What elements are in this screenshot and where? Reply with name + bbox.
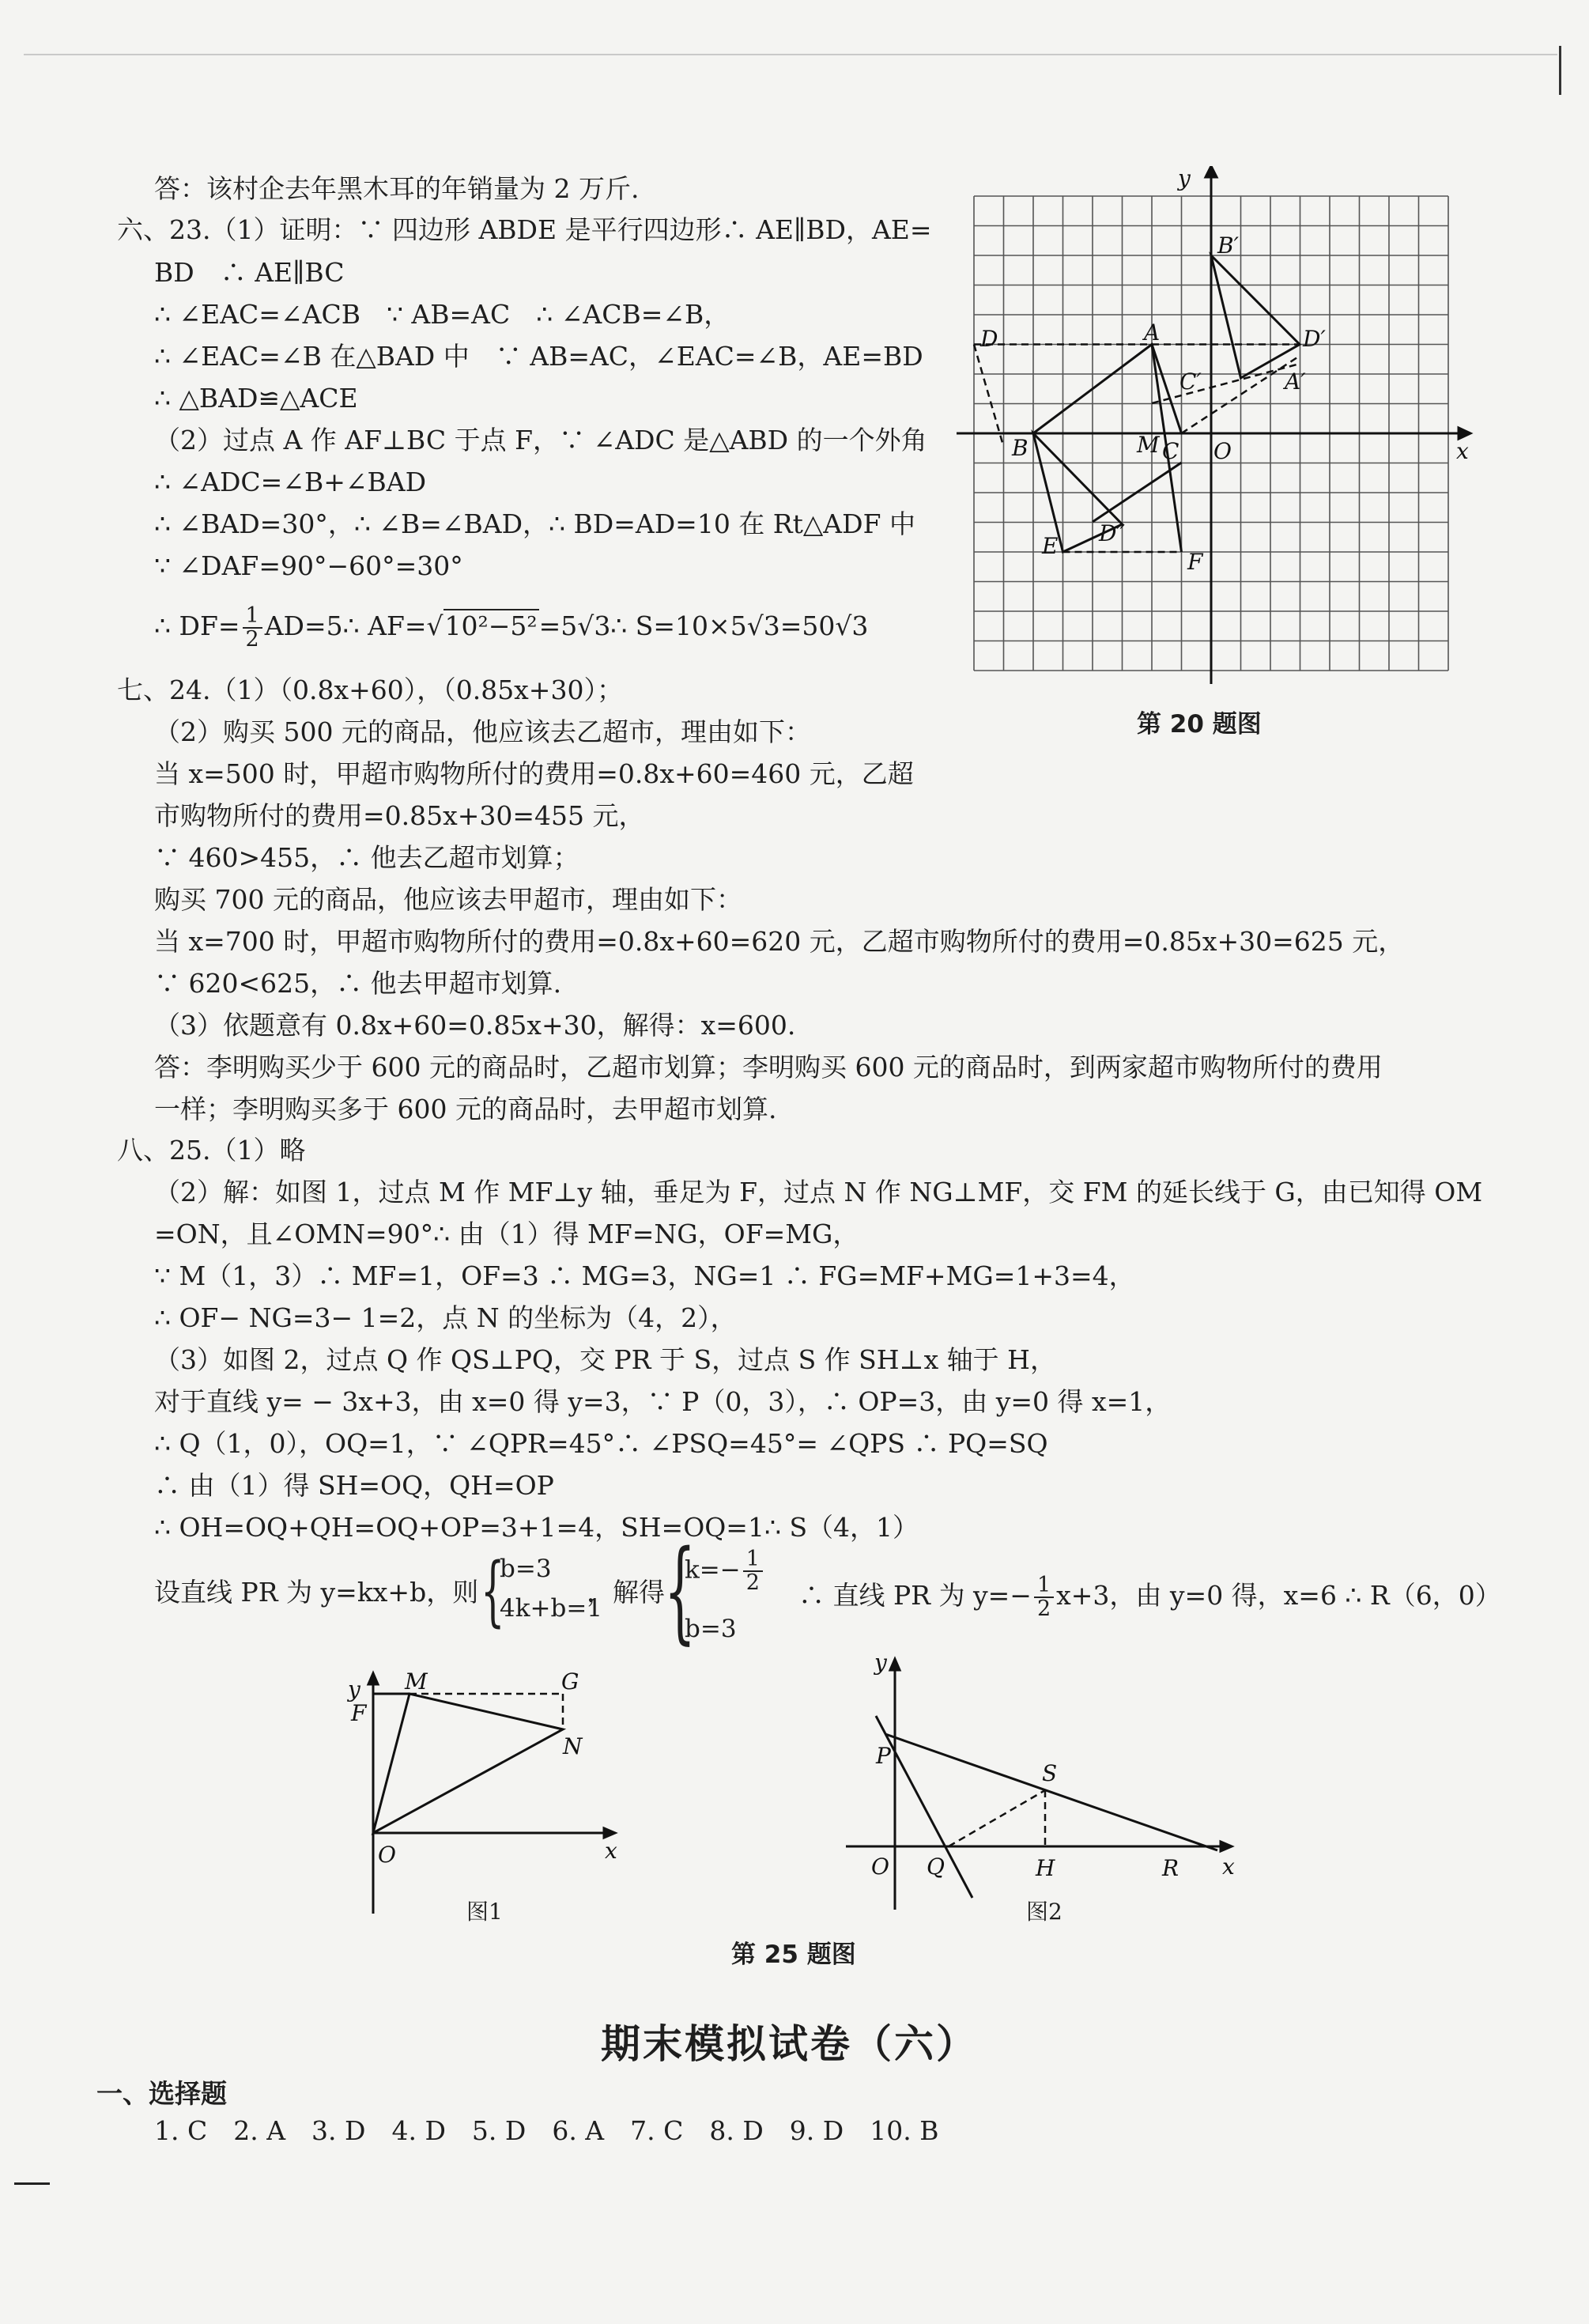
q22-answer: 答：该村企去年黑木耳的年销量为 2 万斤. bbox=[154, 173, 640, 204]
fig25-1-N: N bbox=[563, 1733, 583, 1759]
q23-line-1: 六、23.（1）证明：∵ 四边形 ABDE 是平行四边形∴ AE∥BD，AE= bbox=[117, 214, 932, 245]
figure-25-1 bbox=[332, 1661, 648, 1922]
q23-fraction bbox=[243, 605, 262, 651]
system-1-brace: { bbox=[481, 1547, 505, 1635]
fig20-D-left: D bbox=[980, 326, 998, 352]
fig20-D1: D′ bbox=[1303, 326, 1326, 352]
fig20-C1: C′ bbox=[1179, 368, 1202, 395]
frac-den: 2 bbox=[245, 627, 259, 652]
fig25-2-O: O bbox=[871, 1854, 889, 1880]
l11-num: 1 bbox=[1034, 1574, 1054, 1598]
fig25-2-S: S bbox=[1042, 1760, 1058, 1786]
q25-line-3: =ON，且∠OMN=90°∴ 由（1）得 MF=NG，OF=MG， bbox=[154, 1219, 859, 1249]
q25-line-10: ∴ OH=OQ+QH=OQ+OP=3+1=4，SH=OQ=1∴ S（4，1） bbox=[154, 1512, 919, 1543]
fig25-2-dashed bbox=[949, 1790, 1045, 1846]
fig20-y: y bbox=[1178, 166, 1191, 191]
q24-line-1: 七、24.（1）（0.8x+60），（0.85x+30）； bbox=[117, 675, 623, 705]
bottom-edge-mark bbox=[14, 2182, 50, 2185]
q23-line-9: ∵ ∠DAF=90°−60°=30° bbox=[154, 550, 463, 581]
q25-line-7: 对于直线 y= − 3x+3，由 x=0 得 y=3，∵ P（0，3），∴ OP=3，由 y=0 得 x=1， bbox=[154, 1386, 1172, 1417]
q24-line-9: （3）依题意有 0.8x+60=0.85x+30，解得：x=600. bbox=[154, 1010, 796, 1041]
q25-line-6: （3）如图 2，过点 Q 作 QS⊥PQ，交 PR 于 S，过点 S 作 SH⊥x 轴于 H， bbox=[154, 1344, 1056, 1375]
fig25-1-G: G bbox=[561, 1668, 579, 1695]
q23-l10-b: AD=5∴ AF= bbox=[264, 610, 427, 641]
q25-l11-c bbox=[798, 1574, 1501, 1620]
q25-line-4: ∵ M（1，3）∴ MF=1，OF=3 ∴ MG=3，NG=1 ∴ FG=MF+MG=1+3=4， bbox=[154, 1260, 1135, 1291]
q25-line-9: ∴ 由（1）得 SH=OQ，QH=OP bbox=[154, 1470, 554, 1501]
fig20-B: B bbox=[1012, 435, 1029, 461]
figure-20 bbox=[949, 166, 1494, 688]
q24-line-4: 市购物所付的费用=0.85x+30=455 元， bbox=[154, 800, 645, 831]
fig25-2-P: P bbox=[876, 1743, 891, 1769]
q23-line-8: ∴ ∠BAD=30°，∴ ∠B=∠BAD，∴ BD=AD=10 在 Rt△ADF 中 bbox=[154, 508, 915, 539]
q23-line-4: ∴ ∠EAC=∠B 在△BAD 中 ∵ AB=AC，∠EAC=∠B，AE=BD bbox=[154, 341, 923, 372]
q25-line-2: （2）解：如图 1，过点 M 作 MF⊥y 轴，垂足为 F，过点 N 作 NG⊥MF，交 FM 的延长线于 G，由已知得 OM bbox=[154, 1177, 1483, 1207]
system-2-brace: { bbox=[664, 1527, 696, 1656]
fig20-A: A bbox=[1144, 319, 1161, 346]
q24-line-5: ∵ 460>455，∴ 他去乙超市划算； bbox=[154, 842, 579, 873]
fig25-2-label: 图2 bbox=[1026, 1899, 1062, 1925]
q25-line-1: 八、25.（1）略 bbox=[117, 1135, 306, 1166]
system-1-bottom: 4k+b=1 bbox=[500, 1594, 603, 1623]
fig20-E: E bbox=[1042, 533, 1059, 559]
fig25-1-O: O bbox=[378, 1842, 396, 1868]
fig20-B1: B′ bbox=[1217, 232, 1239, 259]
fig20-F: F bbox=[1187, 549, 1203, 575]
q23-l10-a: ∴ DF= bbox=[154, 610, 240, 641]
q23-line-10: ∴ DF= $\frac{1}{2}$ AD=5∴ AF=√10²−5²=5√3∴ S=10×5√3=50√3 bbox=[154, 603, 869, 652]
q24-line-3: 当 x=500 时，甲超市购物所付的费用=0.8x+60=460 元，乙超 bbox=[154, 758, 914, 789]
q24-line-2: （2）购买 500 元的商品，他应该去乙超市，理由如下： bbox=[154, 716, 811, 747]
top-rule bbox=[24, 54, 1557, 55]
q24-line-6: 购买 700 元的商品，他应该去甲超市，理由如下： bbox=[154, 884, 742, 915]
q23-line-5: ∴ △BAD≌△ACE bbox=[154, 383, 358, 414]
fig25-2-R: R bbox=[1162, 1855, 1179, 1881]
fig20-M: M bbox=[1137, 432, 1160, 458]
q23-line-7: ∴ ∠ADC=∠B+∠BAD bbox=[154, 467, 427, 497]
fig25-2-Q: Q bbox=[927, 1854, 945, 1880]
fig25-1-y: y bbox=[348, 1676, 360, 1702]
q25-line-8: ∴ Q（1，0），OQ=1，∵ ∠QPR=45°∴ ∠PSQ=45°= ∠QPS ∴ PQ=SQ bbox=[154, 1428, 1048, 1459]
fig25-1-F: F bbox=[351, 1700, 367, 1726]
q25-l11-b: ，解得 bbox=[587, 1577, 665, 1608]
choice-answers: 1. C 2. A 3. D 4. D 5. D 6. A 7. C 8. D 9. D 10. B bbox=[154, 2115, 939, 2146]
fig20-D2: D″ bbox=[1099, 520, 1125, 546]
q24-line-7: 当 x=700 时，甲超市购物所付的费用=0.8x+60=620 元，乙超市购物所付的费用=0.85x+30=625 元， bbox=[154, 926, 1405, 957]
sys2-k: k=− bbox=[685, 1555, 741, 1585]
q23-line-6: （2）过点 A 作 AF⊥BC 于点 F，∵ ∠ADC 是△ABD 的一个外角 bbox=[154, 425, 927, 455]
fig25-1-labels bbox=[346, 1668, 617, 1868]
fig25-2-y: y bbox=[874, 1649, 887, 1676]
sys2-fraction bbox=[743, 1548, 763, 1594]
fig25-1-triangle bbox=[373, 1694, 563, 1833]
fig20-A1: A′ bbox=[1285, 368, 1306, 395]
fig25-2-x: x bbox=[1222, 1854, 1235, 1880]
q23-radicand: 10²−5² bbox=[444, 610, 538, 641]
fig25-1-x: x bbox=[605, 1838, 617, 1864]
q24-line-10: 答：李明购买少于 600 元的商品时，乙超市划算；李明购买 600 元的商品时，到两家超市购物所付的费用 bbox=[154, 1052, 1383, 1083]
q25-l11-a: 设直线 PR 为 y=kx+b，则 bbox=[154, 1577, 479, 1608]
fig25-1-label: 图1 bbox=[466, 1899, 503, 1925]
l11-d-text: x+3，由 y=0 得，x=6 ∴ R（6，0） bbox=[1056, 1580, 1501, 1611]
q23-line-3: ∴ ∠EAC=∠ACB ∵ AB=AC ∴ ∠ACB=∠B， bbox=[154, 299, 730, 330]
q24-line-11: 一样；李明购买多于 600 元的商品时，去甲超市划算. bbox=[154, 1094, 777, 1124]
l11-den: 2 bbox=[1036, 1597, 1051, 1621]
fig25-caption: 第 25 题图 bbox=[731, 1940, 856, 1969]
sys2-num: 1 bbox=[743, 1548, 763, 1572]
frac-num: 1 bbox=[243, 605, 262, 629]
fig25-1-M: M bbox=[405, 1668, 428, 1695]
q23-line-2: BD ∴ AE∥BC bbox=[154, 257, 345, 288]
l11-fraction bbox=[1034, 1574, 1054, 1620]
right-edge-mark bbox=[1559, 46, 1561, 95]
system-2-top bbox=[685, 1548, 765, 1594]
section-heading: 一、选择题 bbox=[96, 2078, 227, 2109]
q24-line-8: ∵ 620<625，∴ 他去甲超市划算. bbox=[154, 968, 562, 999]
fig20-x: x bbox=[1456, 438, 1469, 464]
figure-25-2 bbox=[838, 1645, 1249, 1914]
system-2-bottom: b=3 bbox=[685, 1615, 737, 1643]
sys2-den: 2 bbox=[745, 1570, 760, 1595]
q23-l10-c: =5√3∴ S=10×5√3=50√3 bbox=[538, 610, 869, 641]
fig20-caption: 第 20 题图 bbox=[1137, 710, 1262, 739]
l11-c-text: ∴ 直线 PR 为 y=− bbox=[798, 1580, 1032, 1611]
next-exam-title: 期末模拟试卷（六） bbox=[601, 2020, 978, 2067]
system-1-top: b=3 bbox=[500, 1555, 552, 1583]
fig20-O: O bbox=[1213, 438, 1232, 464]
fig25-2-H: H bbox=[1036, 1855, 1055, 1881]
fig20-C: C bbox=[1162, 438, 1179, 464]
q25-line-5: ∴ OF− NG=3− 1=2，点 N 的坐标为（4，2）， bbox=[154, 1302, 737, 1333]
